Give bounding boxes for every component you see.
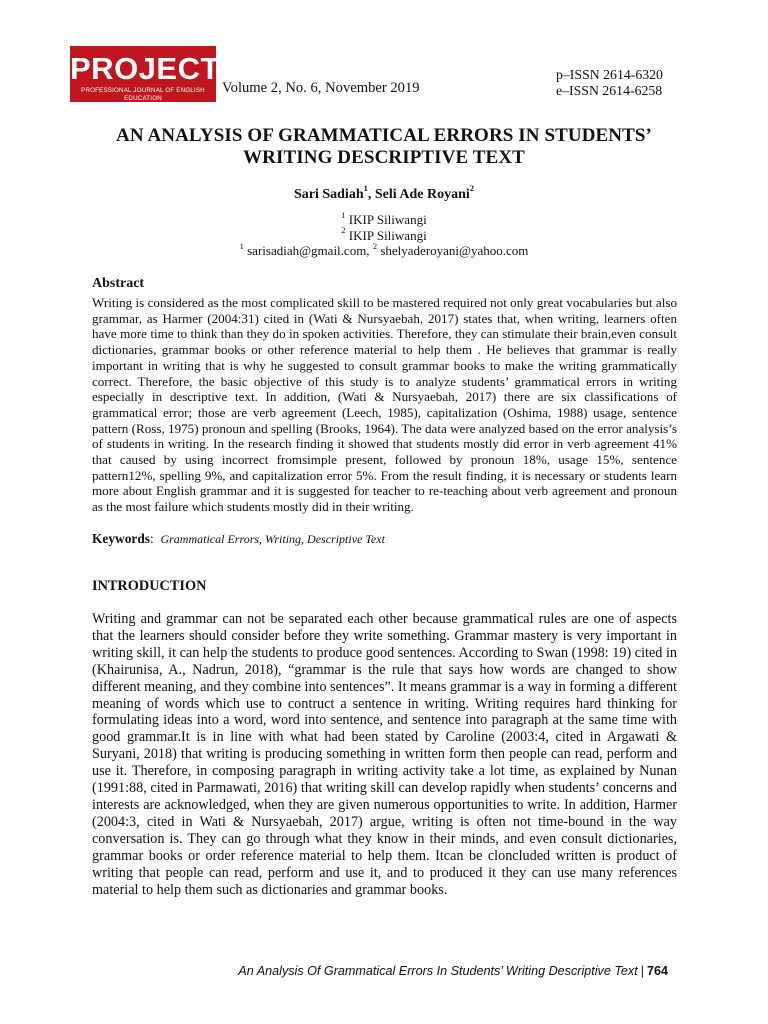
keywords-line bbox=[92, 531, 385, 547]
affiliations bbox=[0, 209, 768, 259]
page-footer bbox=[238, 964, 668, 978]
author-superscript: 1 bbox=[363, 183, 368, 194]
introduction-heading: INTRODUCTION bbox=[92, 578, 207, 594]
p-issn: p–ISSN 2614-6320 bbox=[556, 67, 663, 82]
author-name: Sari Sadiah bbox=[293, 187, 364, 202]
abstract-text: Writing is considered as the most complicated skill to be mastered required not only great vocabularies but also grammar, as Harmer (2004:31) cited in (Wati & Nursyaebah, 2017) states that, when writing, learners often have more time to think than they do in spoken activities. Therefore, they can stimulate their brain,even consult dictionaries, grammar books or other reference material to help them . He believes that grammar is really important in writing that is why he suggested to consult grammar books to make the writing grammatically correct. Therefore, the basic objective of this study is to analyze students’ grammatical errors in writing especially in descriptive text. In addition, (Wati & Nursyaebah, 2017) there are six classifications of grammatical error; those are verb agreement (Leech, 1985), capitalization (Oshima, 1988) usage, sentence pattern (Ross, 1975) pronoun and spelling (Brooks, 1964). The data were analyzed based on the error analysis’s of students in writing. In the research finding it showed that students mostly did error in verb agreement 41% that caused by using incorrect fromsimple present, followed by pronoun 18%, usage 15%, sentence pattern12%, spelling 9%, and capitalization error 5%. From the result finding, it is necessary or students learn more about English grammar and it is suggested for teacher to re-teaching about verb agreement and pronoun as the most failure which students mostly did in their writing. bbox=[92, 295, 677, 515]
keywords-colon: : bbox=[150, 531, 154, 546]
e-issn: e–ISSN 2614-6258 bbox=[556, 82, 663, 98]
logo-wordmark: PROJECT bbox=[70, 51, 220, 86]
author-email: sarisadiah@gmail.com, bbox=[243, 243, 373, 258]
affiliation-line bbox=[0, 209, 768, 228]
author-list bbox=[0, 183, 768, 203]
author-name: Seli Ade Royani bbox=[374, 187, 470, 202]
affiliation-superscript: 1 bbox=[341, 209, 346, 220]
keywords-label: Keywords bbox=[92, 531, 151, 546]
email-line bbox=[0, 240, 768, 259]
paper-title bbox=[40, 125, 728, 169]
keywords-values: Grammatical Errors, Writing, Descriptive Text bbox=[160, 532, 385, 546]
footer-separator: | bbox=[640, 964, 644, 978]
abstract-heading: Abstract bbox=[92, 276, 145, 291]
author-separator: , bbox=[367, 187, 375, 202]
affiliation-name: IKIP Siliwangi bbox=[345, 227, 427, 243]
author-superscript: 2 bbox=[469, 183, 475, 194]
title-line-1: AN ANALYSIS OF GRAMMATICAL ERRORS IN STUDENTS’ bbox=[116, 125, 652, 146]
author-email: shelyaderoyani@yahoo.com bbox=[377, 243, 529, 258]
affiliation-superscript: 2 bbox=[341, 225, 346, 236]
introduction-text: Writing and grammar can not be separated each other because grammatical rules are one of aspects that the learners should consider before they write something. Grammar mastery is very important in writing skill, it can help the students to produce good sentences. According to Swan (1998: 19) cited in (Khairunisa, A., Nadrun, 2018), “grammar is the rule that says how words are changed to show different meaning, and they combine into sentences”. It means grammar is a way in forming a different meaning of words which use to contruct a sentence in writing. Writing requires hard thinking for formulating ideas into a word, word into sentence, and sentence into paragraph at the same time with good grammar.It is in line with what had been stated by Caroline (2003:4, cited in Argawati & Suryani, 2018) that writing is producing something in written form then people can read, perform and use it. Therefore, in composing paragraph in writing activity take a lot time, as explained by Nunan (1991:88, cited in Parmawati, 2016) that writing skill can develop rapidly when students’ concerns and interests are acknowledged, when they are given numerous opportunities to write. In addition, Harmer (2004:3, cited in Wati & Nursyaebah, 2017) argue, writing is often not time-bound in the way conversation is. They can go through what they know in their minds, and even consult dictionaries, grammar books or order reference material to help them. Itcan be cloncluded written is product of writing that people can read, perform and use it, and to produced it they can use many references material to help them such as dictionaries and grammar books. bbox=[92, 611, 677, 898]
running-title: An Analysis Of Grammatical Errors In Students’ Writing Descriptive Text bbox=[238, 964, 638, 978]
affiliation-name: IKIP Siliwangi bbox=[345, 212, 427, 227]
volume-info: Volume 2, No. 6, November 2019 bbox=[222, 80, 420, 96]
affiliation-line bbox=[0, 225, 768, 244]
issn-block bbox=[556, 67, 663, 98]
email-superscript: 1 bbox=[239, 240, 244, 251]
logo-subtitle: PROFESSIONAL JOURNAL OF ENGLISH EDUCATION bbox=[81, 87, 205, 102]
email-superscript: 2 bbox=[372, 240, 378, 251]
title-line-2: WRITING DESCRIPTIVE TEXT bbox=[243, 147, 525, 168]
page-number: 764 bbox=[646, 964, 668, 978]
journal-logo bbox=[70, 46, 220, 102]
